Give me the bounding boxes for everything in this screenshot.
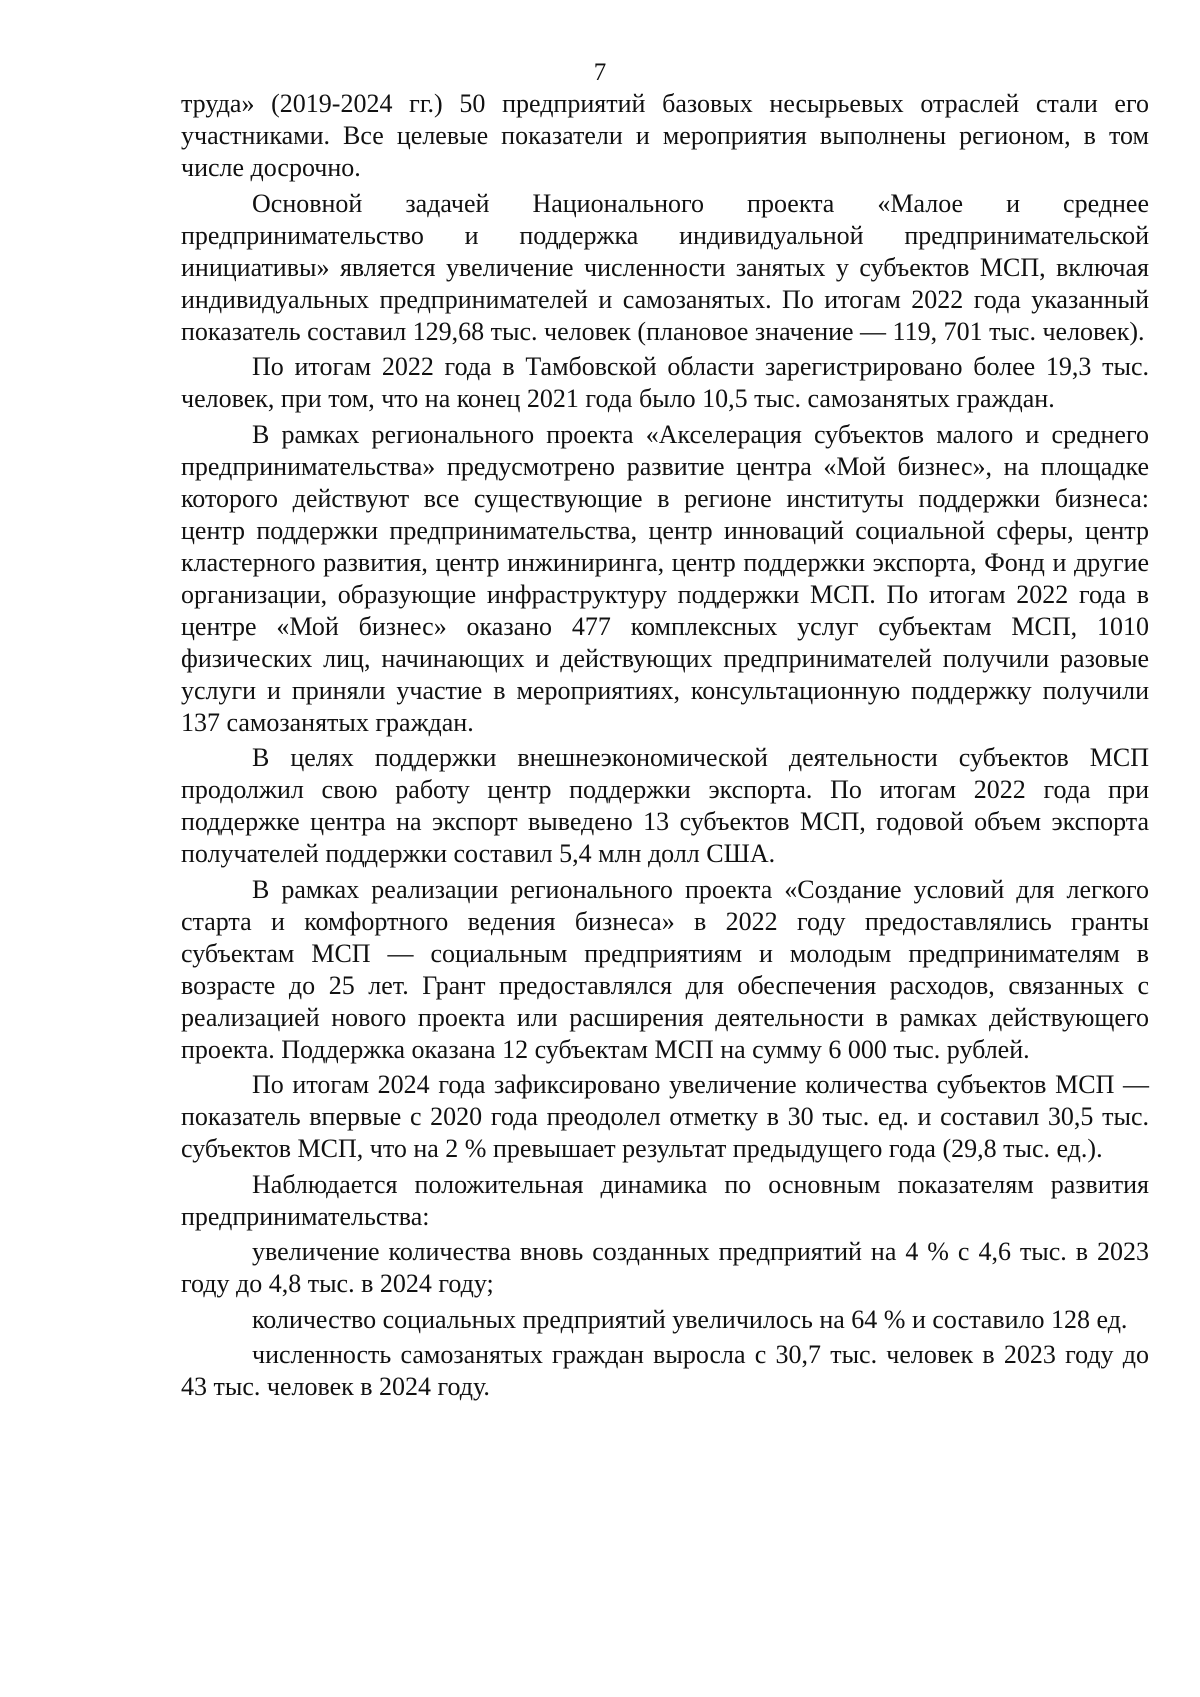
paragraph-positive-dynamics: Наблюдается положительная динамика по основным показателям развития предпринимательства:	[181, 1169, 1149, 1231]
page-number: 7	[593, 59, 607, 86]
paragraph-national-project: Основной задачей Национального проекта «Малое и среднее предпринимательство и поддержка индивидуальной предпринимательской инициативы» является увеличение численности занятых у субъектов МСП, включая индивидуальных предпринимателей и самозанятых. По итогам 2022 года указанный показатель составил 129,68 тыс. человек (плановое значение — 119, 701 тыс. человек).	[181, 188, 1149, 346]
paragraph-grants: В рамках реализации регионального проекта «Создание условий для легкого старта и комфортного ведения бизнеса» в 2022 году предоставлялись гранты субъектам МСП — социальным предприятиям и молодым предпринимателям в возрасте до 25 лет. Грант предоставлялся для обеспечения расходов, связанных с реализацией нового проекта или расширения деятельности в рамках действующего проекта. Поддержка оказана 12 субъектам МСП на сумму 6 000 тыс. рублей.	[181, 874, 1149, 1064]
paragraph-smb-count-2024: По итогам 2024 года зафиксировано увеличение количества субъектов МСП — показатель впервые с 2020 года преодолел отметку в 30 тыс. ед. и составил 30,5 тыс. субъектов МСП, что на 2 % превышает результат предыдущего года (29,8 тыс. ед.).	[181, 1070, 1149, 1163]
paragraph-acceleration-project: В рамках регионального проекта «Акселерация субъектов малого и среднего предпринимательства» предусмотрено развитие центра «Мой бизнес», на площадке которого действуют все существующие в регионе институты поддержки бизнеса: центр поддержки предпринимательства, центр инноваций социальной сферы, центр кластерного развития, центр инжиниринга, центр поддержки экспорта, Фонд и другие организации, образующие инфраструктуру поддержки МСП. По итогам 2022 года в центре «Мой бизнес» оказано 477 комплексных услуг субъектам МСП, 1010 физических лиц, начинающих и действующих предпринимателей получили разовые услуги и приняли участие в мероприятиях, консультационную поддержку получили 137 самозанятых граждан.	[181, 419, 1149, 737]
list-item-social-enterprises: количество социальных предприятий увеличилось на 64 % и составило 128 ед.	[252, 1304, 1128, 1334]
paragraph-continuation: труда» (2019-2024 гг.) 50 предприятий базовых несырьевых отраслей стали его участниками. Все целевые показатели и мероприятия выполнены регионом, в том числе досрочно.	[181, 89, 1149, 182]
document-body	[181, 88, 1149, 1407]
list-item-new-enterprises: увеличение количества вновь созданных предприятий на 4 % с 4,6 тыс. в 2023 году до 4,8 тыс. в 2024 году;	[181, 1237, 1149, 1298]
list-item-self-employed-growth: численность самозанятых граждан выросла с 30,7 тыс. человек в 2023 году до 43 тыс. человек в 2024 году.	[181, 1340, 1149, 1401]
paragraph-self-employed-2022: По итогам 2022 года в Тамбовской области зарегистрировано более 19,3 тыс. человек, при том, что на конец 2021 года было 10,5 тыс. самозанятых граждан.	[181, 352, 1149, 413]
paragraph-export-support: В целях поддержки внешнеэкономической деятельности субъектов МСП продолжил свою работу центр поддержки экспорта. По итогам 2022 года при поддержке центра на экспорт выведено 13 субъектов МСП, годовой объем экспорта получателей поддержки составил 5,4 млн долл США.	[181, 743, 1149, 868]
